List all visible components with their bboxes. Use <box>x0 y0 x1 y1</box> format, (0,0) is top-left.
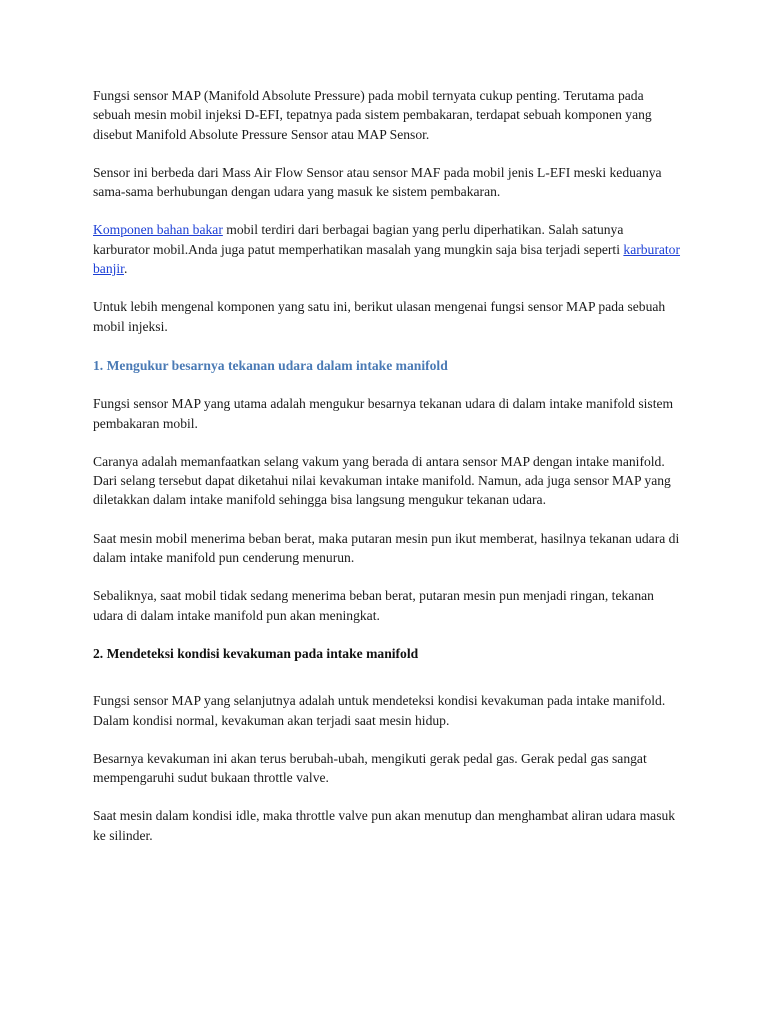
section-1-paragraph-2: Caranya adalah memanfaatkan selang vakum yang berada di antara sensor MAP dengan intake manifold. Dari selang tersebut dapat diketahui nilai kevakuman intake manifold. Namun, ada juga sensor MAP yang diletakkan dalam intake manifold sehingga bisa langsung mengukur tekanan udara. <box>93 453 671 508</box>
section-1-paragraph-3: Saat mesin mobil menerima beban berat, maka putaran mesin pun ikut memberat, hasilnya tekanan udara di dalam intake manifold pun cenderung menurun. <box>93 530 680 566</box>
intro-paragraph-3-end: . <box>123 261 128 277</box>
section-2-heading: 2. Mendeteksi kondisi kevakuman pada intake manifold <box>93 645 419 661</box>
section-2-paragraph-3: Saat mesin dalam kondisi idle, maka throttle valve pun akan menutup dan menghambat aliran udara masuk ke silinder. <box>93 808 676 843</box>
section-1-paragraph-1: Fungsi sensor MAP yang utama adalah mengukur besarnya tekanan udara di dalam intake manifold sistem pembakaran mobil. <box>93 396 674 431</box>
document-page <box>93 86 683 864</box>
section-1-heading: 1. Mengukur besarnya tekanan udara dalam intake manifold <box>93 357 448 373</box>
intro-paragraph-3 <box>93 220 683 278</box>
komponen-bahan-bakar-link[interactable]: Komponen bahan bakar <box>93 222 223 238</box>
section-2-paragraph-1: Fungsi sensor MAP yang selanjutnya adalah untuk mendeteksi kondisi kevakuman pada intake manifold. Dalam kondisi normal, kevakuman akan terjadi saat mesin hidup. <box>93 693 666 728</box>
intro-paragraph-1: Fungsi sensor MAP (Manifold Absolute Pressure) pada mobil ternyata cukup penting. Terutama pada sebuah mesin mobil injeksi D-EFI, tepatnya pada sistem pembakaran, terdapat sebuah komponen yang disebut Manifold Absolute Pressure Sensor atau MAP Sensor. <box>93 88 652 142</box>
karburator-banjir-link[interactable]: karburator banjir <box>93 241 681 277</box>
section-2-paragraph-2: Besarnya kevakuman ini akan terus berubah-ubah, mengikuti gerak pedal gas. Gerak pedal gas sangat mempengaruhi sudut bukaan throttle valve. <box>93 750 647 786</box>
section-1-paragraph-4: Sebaliknya, saat mobil tidak sedang menerima beban berat, putaran mesin pun menjadi ringan, tekanan udara di dalam intake manifold pun akan meningkat. <box>93 588 654 623</box>
intro-paragraph-4: Untuk lebih mengenal komponen yang satu ini, berikut ulasan mengenai fungsi sensor MAP pada sebuah mobil injeksi. <box>93 299 666 334</box>
intro-paragraph-2: Sensor ini berbeda dari Mass Air Flow Sensor atau sensor MAF pada mobil jenis L-EFI meski keduanya sama-sama berhubungan dengan udara yang masuk ke sistem pembakaran. <box>93 164 662 200</box>
intro-paragraph-3-text: mobil terdiri dari berbagai bagian yang perlu diperhatikan. Salah satunya karburator mobil.Anda juga patut memperhatikan masalah yang mungkin saja bisa terjadi seperti <box>93 222 624 257</box>
